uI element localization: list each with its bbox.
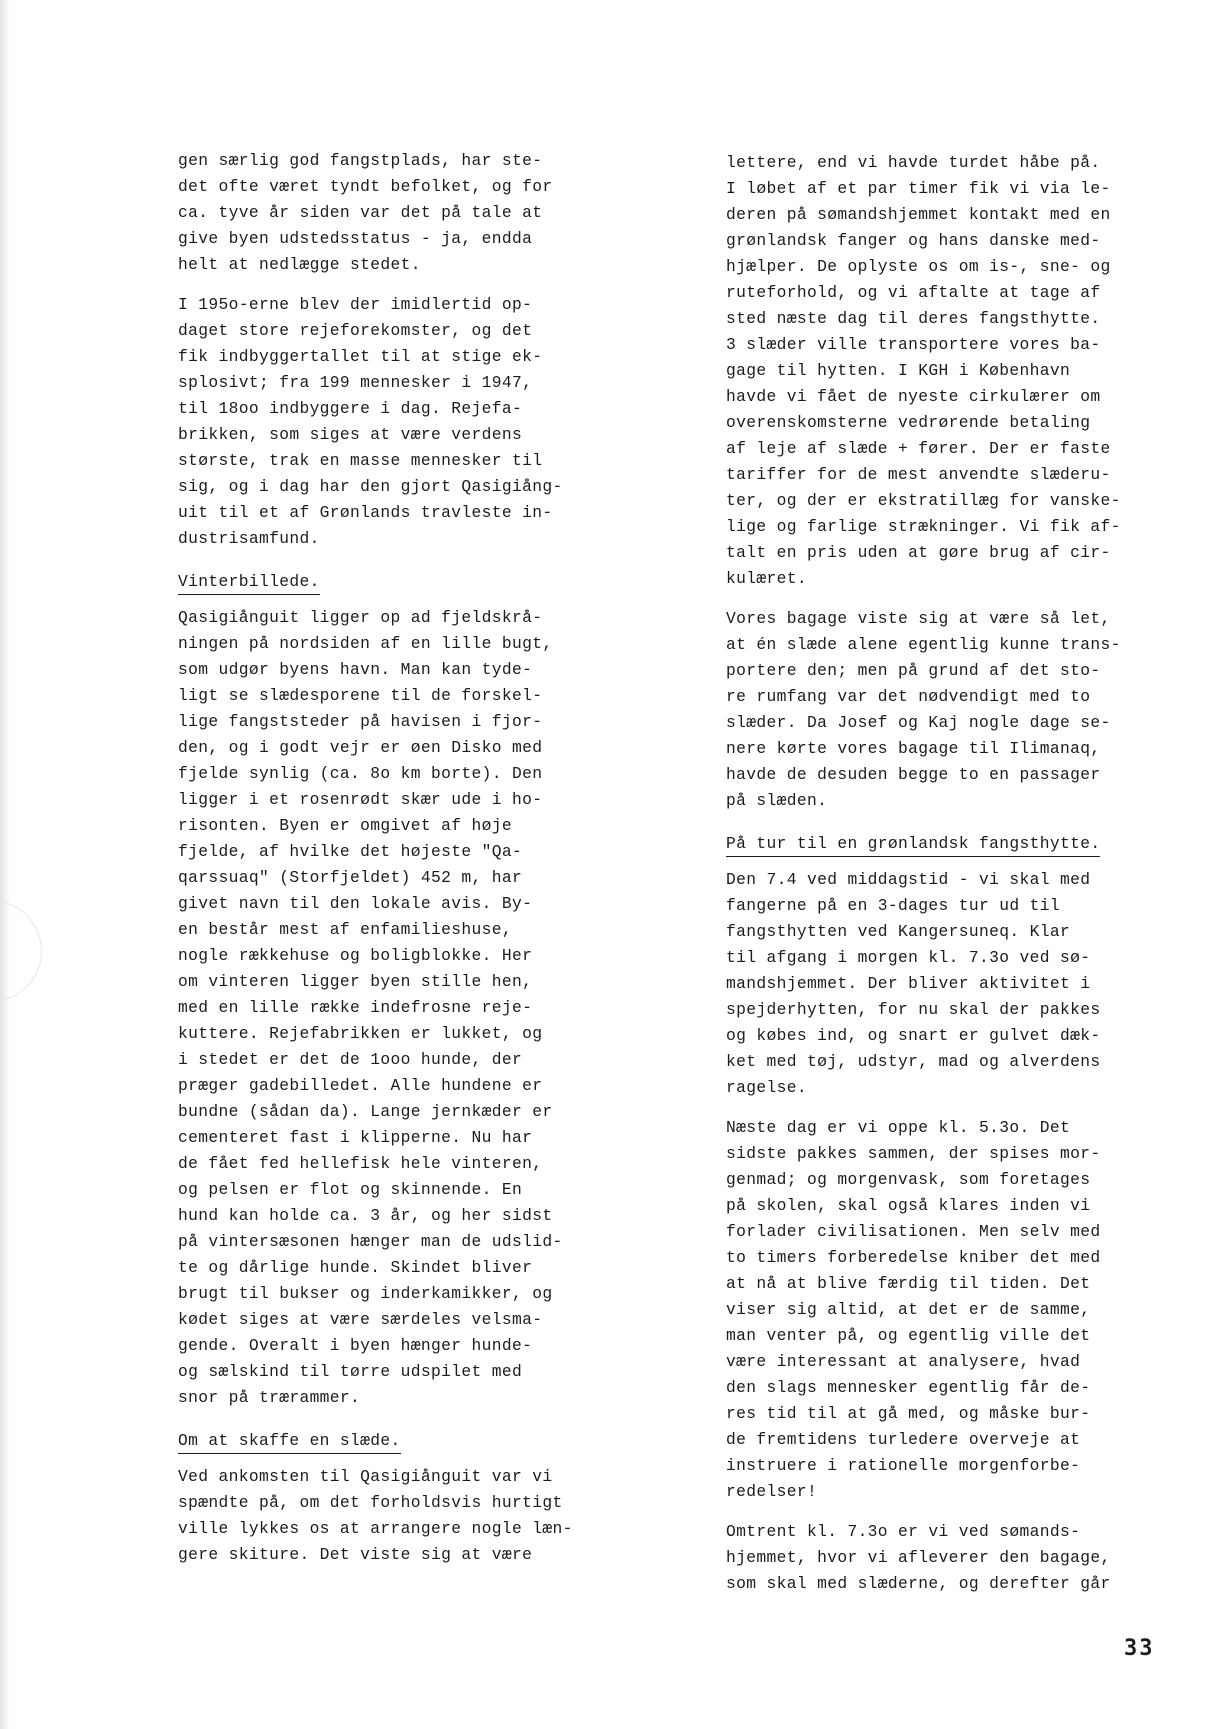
text-line: ruteforhold, og vi aftalte at tage af <box>726 283 1101 302</box>
text-line: at nå at blive færdig til tiden. Det <box>726 1274 1091 1293</box>
text-line: største, trak en masse mennesker til <box>178 451 543 470</box>
text-line: man venter på, og egentlig ville det <box>726 1326 1091 1345</box>
text-line: givet navn til den lokale avis. By- <box>178 894 533 913</box>
page-number: 33 <box>1124 1636 1155 1661</box>
text-line: tariffer for de mest anvendte slæderu- <box>726 465 1111 484</box>
text-line: mandshjemmet. Der bliver aktivitet i <box>726 974 1091 993</box>
text-line: lige og farlige strækninger. Vi fik af- <box>726 517 1121 536</box>
text-line: fjelde synlig (ca. 8o km borte). Den <box>178 764 543 783</box>
text-line: redelser! <box>726 1482 818 1501</box>
text-line: havde de desuden begge to en passager <box>726 765 1101 784</box>
right-paragraph-2 <box>726 606 1146 814</box>
text-line: kulæret. <box>726 569 807 588</box>
text-line: kuttere. Rejefabrikken er lukket, og <box>178 1024 543 1043</box>
left-paragraph-2 <box>178 292 598 552</box>
text-line: ville lykkes os at arrangere nogle læn- <box>178 1519 573 1538</box>
text-line: cementeret fast i klipperne. Nu har <box>178 1128 533 1147</box>
text-line: de fået fed hellefisk hele vinteren, <box>178 1154 543 1173</box>
text-line: den slags mennesker egentlig får de- <box>726 1378 1091 1397</box>
text-line: præger gadebilledet. Alle hundene er <box>178 1076 543 1095</box>
text-line: af leje af slæde + fører. Der er faste <box>726 439 1111 458</box>
heading-paa-tur-til-fangsthytte-text: På tur til en grønlandsk fangsthytte. <box>726 832 1100 857</box>
text-line: fik indbyggertallet til at stige ek- <box>178 347 543 366</box>
text-line: i stedet er det de 1ooo hunde, der <box>178 1050 523 1069</box>
text-line: til afgang i morgen kl. 7.3o ved sø- <box>726 948 1091 967</box>
text-line: den, og i godt vejr er øen Disko med <box>178 738 543 757</box>
text-line: sig, og i dag har den gjort Qasigiång- <box>178 477 563 496</box>
right-paragraph-4 <box>726 1115 1146 1505</box>
text-line: hjemmet, hvor vi afleverer den bagage, <box>726 1548 1111 1567</box>
text-line: helt at nedlægge stedet. <box>178 255 421 274</box>
text-line: uit til et af Grønlands travleste in- <box>178 503 553 522</box>
text-line: hund kan holde ca. 3 år, og her sidst <box>178 1206 553 1225</box>
text-line: splosivt; fra 199 mennesker i 1947, <box>178 373 533 392</box>
text-line: sted næste dag til deres fangsthytte. <box>726 309 1101 328</box>
text-line: ket med tøj, udstyr, mad og alverdens <box>726 1052 1101 1071</box>
heading-om-at-skaffe-en-slaede-text: Om at skaffe en slæde. <box>178 1429 401 1454</box>
text-line: portere den; men på grund af det sto- <box>726 661 1101 680</box>
text-line: være interessant at analysere, hvad <box>726 1352 1081 1371</box>
text-line: forlader civilisationen. Men selv med <box>726 1222 1101 1241</box>
punch-hole-mark <box>0 900 42 1002</box>
text-line: med en lille række indefrosne reje- <box>178 998 533 1017</box>
left-column <box>178 148 598 1582</box>
text-line: sidste pakkes sammen, der spises mor- <box>726 1144 1101 1163</box>
text-line: de fremtidens turledere overveje at <box>726 1430 1081 1449</box>
text-line: qarssuaq" (Storfjeldet) 452 m, har <box>178 868 523 887</box>
text-line: res tid til at gå med, og måske bur- <box>726 1404 1091 1423</box>
text-line: Den 7.4 ved middagstid - vi skal med <box>726 870 1091 889</box>
text-line: og sælskind til tørre udspilet med <box>178 1362 523 1381</box>
text-line: overenskomsterne vedrørende betaling <box>726 413 1091 432</box>
text-line: I løbet af et par timer fik vi via le- <box>726 179 1111 198</box>
text-line: og pelsen er flot og skinnende. En <box>178 1180 523 1199</box>
text-line: hjælper. De oplyste os om is-, sne- og <box>726 257 1111 276</box>
text-line: Vores bagage viste sig at være så let, <box>726 609 1111 628</box>
heading-paa-tur-til-fangsthytte <box>726 832 1146 857</box>
text-line: ligger i et rosenrødt skær ude i ho- <box>178 790 543 809</box>
right-paragraph-1 <box>726 150 1146 592</box>
left-paragraph-3 <box>178 605 598 1411</box>
text-line: I 195o-erne blev der imidlertid op- <box>178 295 533 314</box>
text-line: fangsthytten ved Kangersuneq. Klar <box>726 922 1071 941</box>
text-line: ningen på nordsiden af en lille bugt, <box>178 634 553 653</box>
text-line: kødet siges at være særdeles velsma- <box>178 1310 543 1329</box>
text-line: lige fangststeder på havisen i fjor- <box>178 712 543 731</box>
text-line: deren på sømandshjemmet kontakt med en <box>726 205 1111 224</box>
text-line: bundne (sådan da). Lange jernkæder er <box>178 1102 553 1121</box>
left-paragraph-4 <box>178 1464 598 1568</box>
heading-om-at-skaffe-en-slaede <box>178 1429 598 1454</box>
text-line: grønlandsk fanger og hans danske med- <box>726 231 1101 250</box>
heading-vinterbillede <box>178 570 598 595</box>
text-line: Qasigiånguit ligger op ad fjeldskrå- <box>178 608 543 627</box>
text-line: på skolen, skal også klares inden vi <box>726 1196 1091 1215</box>
right-column <box>726 150 1146 1611</box>
text-line: Næste dag er vi oppe kl. 5.3o. Det <box>726 1118 1071 1137</box>
text-line: risonten. Byen er omgivet af høje <box>178 816 512 835</box>
text-line: nogle rækkehuse og boligblokke. Her <box>178 946 533 965</box>
text-line: re rumfang var det nødvendigt med to <box>726 687 1091 706</box>
text-line: det ofte været tyndt befolket, og for <box>178 177 553 196</box>
text-line: brikken, som siges at være verdens <box>178 425 523 444</box>
text-line: gere skiture. Det viste sig at være <box>178 1545 533 1564</box>
text-line: en består mest af enfamilieshuse, <box>178 920 512 939</box>
text-line: brugt til bukser og inderkamikker, og <box>178 1284 553 1303</box>
text-line: Omtrent kl. 7.3o er vi ved sømands- <box>726 1522 1081 1541</box>
text-line: 3 slæder ville transportere vores ba- <box>726 335 1101 354</box>
text-line: ragelse. <box>726 1078 807 1097</box>
text-line: nere kørte vores bagage til Ilimanaq, <box>726 739 1101 758</box>
text-line: snor på trærammer. <box>178 1388 361 1407</box>
text-line: om vinteren ligger byen stille hen, <box>178 972 533 991</box>
text-line: give byen udstedsstatus - ja, endda <box>178 229 533 248</box>
text-line: instruere i rationelle morgenforbe- <box>726 1456 1081 1475</box>
text-line: havde vi fået de nyeste cirkulærer om <box>726 387 1101 406</box>
text-line: at én slæde alene egentlig kunne trans- <box>726 635 1121 654</box>
text-line: som skal med slæderne, og derefter går <box>726 1574 1111 1593</box>
text-line: daget store rejeforekomster, og det <box>178 321 533 340</box>
text-line: spejderhytten, for nu skal der pakkes <box>726 1000 1101 1019</box>
right-paragraph-5 <box>726 1519 1146 1597</box>
text-line: genmad; og morgenvask, som foretages <box>726 1170 1091 1189</box>
scan-page-edge <box>0 0 10 1729</box>
left-paragraph-1 <box>178 148 598 278</box>
text-line: ca. tyve år siden var det på tale at <box>178 203 543 222</box>
text-line: talt en pris uden at gøre brug af cir- <box>726 543 1111 562</box>
text-line: te og dårlige hunde. Skindet bliver <box>178 1258 533 1277</box>
text-line: viser sig altid, at det er de samme, <box>726 1300 1091 1319</box>
text-line: gen særlig god fangstplads, har ste- <box>178 151 543 170</box>
text-line: gende. Overalt i byen hænger hunde- <box>178 1336 533 1355</box>
text-line: på vintersæsonen hænger man de udslid- <box>178 1232 563 1251</box>
text-line: ligt se slædesporene til de forskel- <box>178 686 543 705</box>
text-line: to timers forberedelse kniber det med <box>726 1248 1101 1267</box>
text-line: på slæden. <box>726 791 828 810</box>
text-line: og købes ind, og snart er gulvet dæk- <box>726 1026 1101 1045</box>
heading-vinterbillede-text: Vinterbillede. <box>178 570 320 595</box>
text-line: som udgør byens havn. Man kan tyde- <box>178 660 533 679</box>
text-line: fjelde, af hvilke det højeste "Qa- <box>178 842 523 861</box>
text-line: fangerne på en 3-dages tur ud til <box>726 896 1060 915</box>
text-line: slæder. Da Josef og Kaj nogle dage se- <box>726 713 1111 732</box>
text-line: spændte på, om det forholdsvis hurtigt <box>178 1493 563 1512</box>
text-line: til 18oo indbyggere i dag. Rejefa- <box>178 399 523 418</box>
text-line: lettere, end vi havde turdet håbe på. <box>726 153 1101 172</box>
text-line: gage til hytten. I KGH i København <box>726 361 1071 380</box>
text-line: ter, og der er ekstratillæg for vanske- <box>726 491 1121 510</box>
text-line: dustrisamfund. <box>178 529 320 548</box>
text-line: Ved ankomsten til Qasigiånguit var vi <box>178 1467 553 1486</box>
right-paragraph-3 <box>726 867 1146 1101</box>
